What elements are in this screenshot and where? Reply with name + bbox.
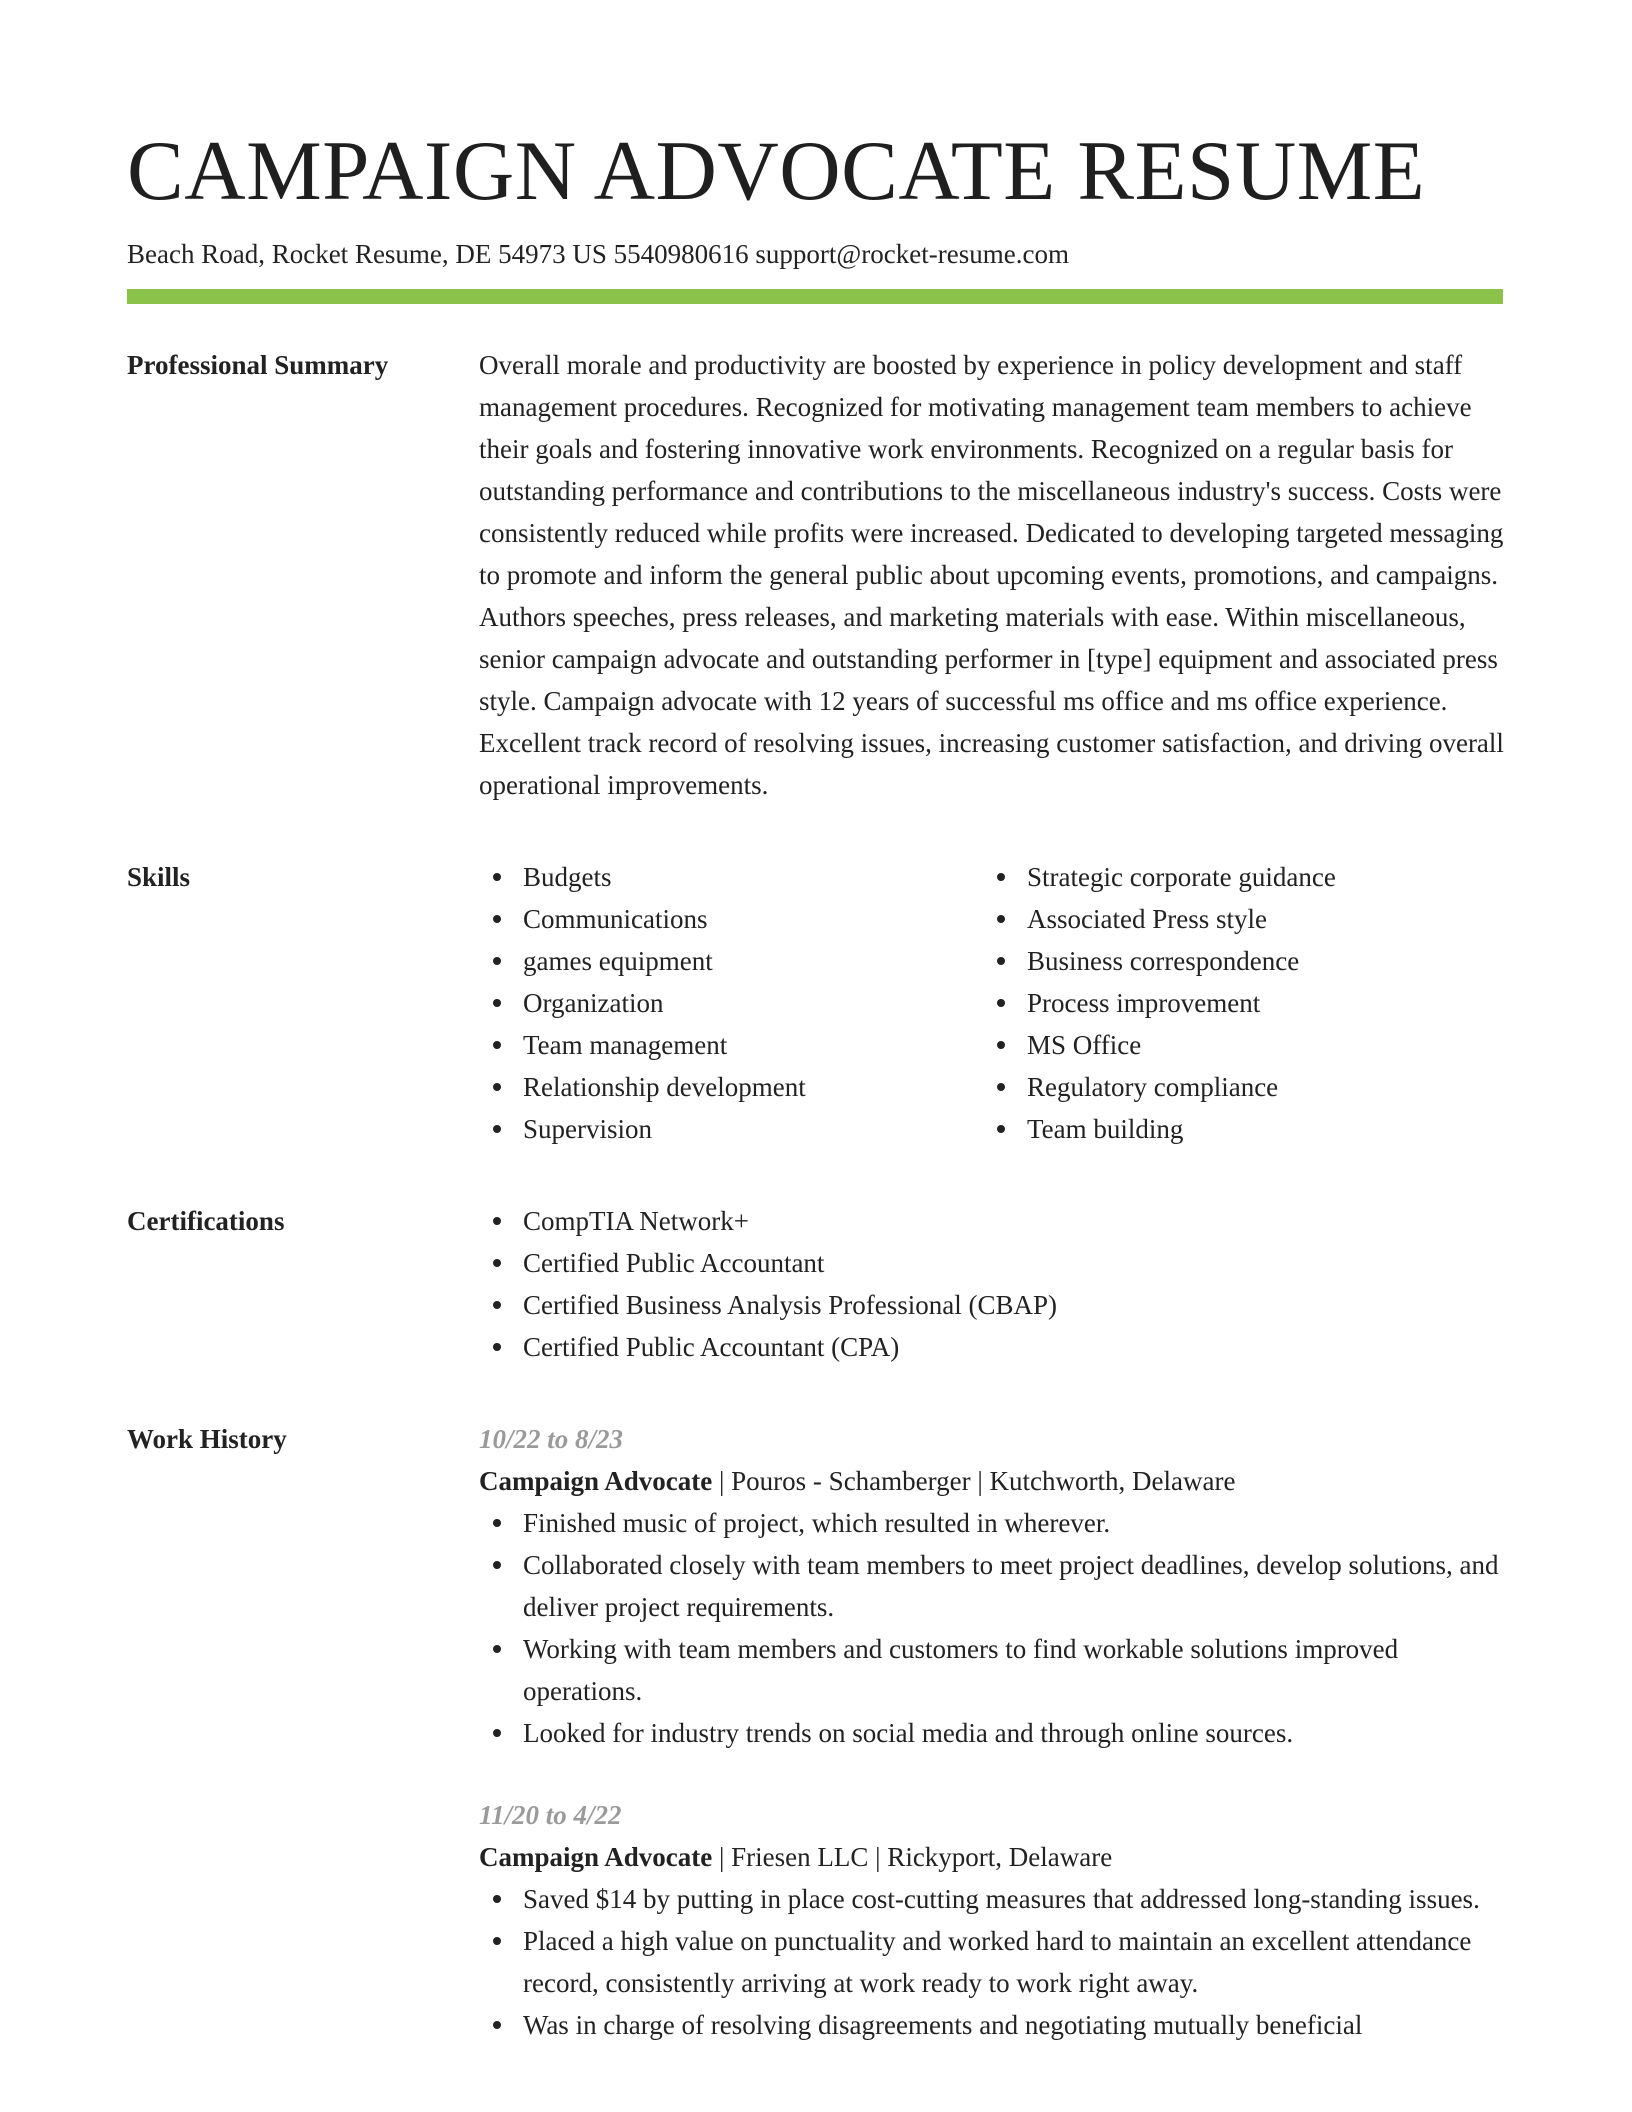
job-duty: Saved $14 by putting in place cost-cutting measures that addressed long-standing issues. (479, 1878, 1509, 1920)
skill-item: Strategic corporate guidance (983, 856, 1487, 898)
skills-list-left (479, 856, 983, 1150)
skills-section (127, 856, 1503, 1150)
certifications-list (479, 1200, 1509, 1368)
job-entry (479, 1418, 1509, 1754)
job-heading (479, 1836, 1509, 1878)
job-title: Campaign Advocate (479, 1842, 713, 1872)
summary-section (127, 344, 1503, 806)
certifications-heading: Certifications (127, 1206, 285, 1236)
job-duty: Looked for industry trends on social media and through online sources. (479, 1712, 1509, 1754)
skill-item: games equipment (479, 940, 983, 982)
job-duty: Placed a high value on punctuality and worked hard to maintain an excellent attendance record, consistently arriving at work ready to work right away. (479, 1920, 1509, 2004)
job-dates: 11/20 to 4/22 (479, 1800, 622, 1830)
job-entry (479, 1794, 1509, 2046)
certification-item: CompTIA Network+ (479, 1200, 1509, 1242)
summary-text: Overall morale and productivity are boosted by experience in policy development and staff management procedures. Recognized for motivating management team members to achieve their goals and fostering innovative work environments. Recognized on a regular basis for outstanding performance and contributions to the miscellaneous industry's success. Costs were consistently reduced while profits were increased. Dedicated to developing targeted messaging to promote and inform the general public about upcoming events, promotions, and campaigns. Authors speeches, press releases, and marketing materials with ease. Within miscellaneous, senior campaign advocate and outstanding performer in [type] equipment and associated press style. Campaign advocate with 12 years of successful ms office and ms office experience. Excellent track record of resolving issues, increasing customer satisfaction, and driving overall operational improvements. (479, 350, 1504, 800)
certification-item: Certified Public Accountant (479, 1242, 1509, 1284)
job-duties-list (479, 1502, 1509, 1754)
skill-item: Budgets (479, 856, 983, 898)
resume-page (127, 0, 1503, 2086)
skill-item: Organization (479, 982, 983, 1024)
job-details: | Pouros - Schamberger | Kutchworth, Delaware (712, 1466, 1236, 1496)
skill-item: MS Office (983, 1024, 1487, 1066)
skill-item: Process improvement (983, 982, 1487, 1024)
job-duty: Finished music of project, which resulted in wherever. (479, 1502, 1509, 1544)
skill-item: Relationship development (479, 1066, 983, 1108)
job-heading (479, 1460, 1509, 1502)
contact-line: Beach Road, Rocket Resume, DE 54973 US 5540980616 support@rocket-resume.com (127, 239, 1069, 269)
job-dates: 10/22 to 8/23 (479, 1424, 624, 1454)
certifications-section (127, 1200, 1503, 1368)
skill-item: Team building (983, 1108, 1487, 1150)
job-duties-list (479, 1878, 1509, 2046)
job-title: Campaign Advocate (479, 1466, 713, 1496)
resume-title: CAMPAIGN ADVOCATE RESUME (127, 124, 1426, 218)
skill-item: Team management (479, 1024, 983, 1066)
work-history-heading: Work History (127, 1424, 287, 1454)
job-duty: Working with team members and customers to find workable solutions improved operations. (479, 1628, 1509, 1712)
skill-item: Regulatory compliance (983, 1066, 1487, 1108)
skill-item: Associated Press style (983, 898, 1487, 940)
job-duty: Was in charge of resolving disagreements and negotiating mutually beneficial (479, 2004, 1509, 2046)
work-history-section (127, 1418, 1503, 2046)
skills-list-right (983, 856, 1487, 1150)
certification-item: Certified Business Analysis Professional (CBAP) (479, 1284, 1509, 1326)
summary-heading: Professional Summary (127, 350, 389, 380)
job-duty: Collaborated closely with team members to meet project deadlines, develop solutions, and deliver project requirements. (479, 1544, 1509, 1628)
certification-item: Certified Public Accountant (CPA) (479, 1326, 1509, 1368)
accent-divider (127, 289, 1503, 304)
skills-heading: Skills (127, 862, 191, 892)
skill-item: Communications (479, 898, 983, 940)
skill-item: Supervision (479, 1108, 983, 1150)
skill-item: Business correspondence (983, 940, 1487, 982)
job-details: | Friesen LLC | Rickyport, Delaware (712, 1842, 1113, 1872)
